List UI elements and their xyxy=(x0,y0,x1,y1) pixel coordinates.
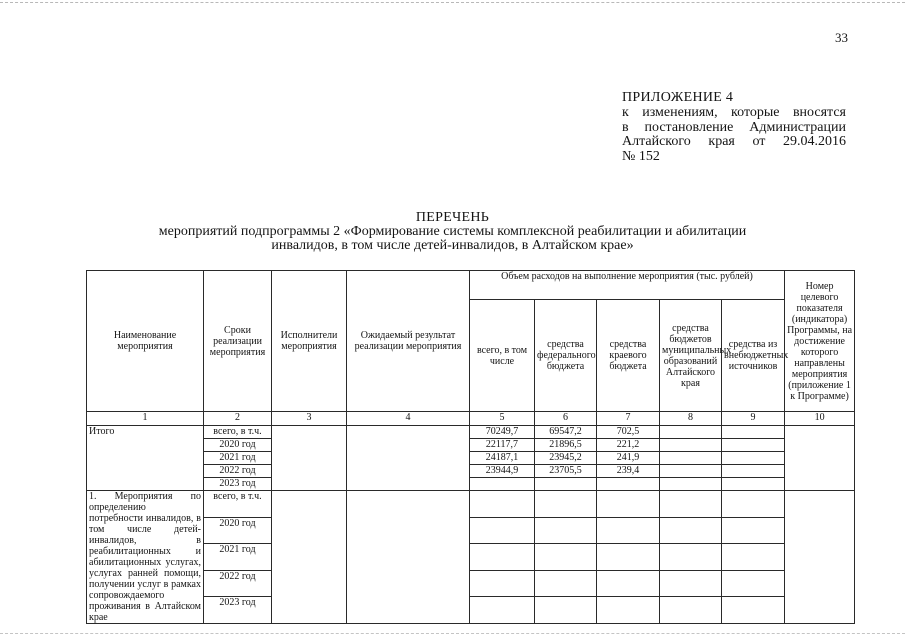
extra-cell xyxy=(722,517,785,544)
extra-cell xyxy=(722,465,785,478)
federal-cell xyxy=(535,544,597,571)
regional-cell xyxy=(597,597,660,624)
extra-cell xyxy=(722,478,785,491)
federal-cell xyxy=(535,517,597,544)
appendix-number: № 152 xyxy=(622,148,660,164)
period-cell: всего, в т.ч. xyxy=(204,491,272,518)
period-cell: 2023 год xyxy=(204,478,272,491)
municipal-cell xyxy=(660,478,722,491)
regional-cell xyxy=(597,570,660,597)
federal-cell xyxy=(535,597,597,624)
extra-cell xyxy=(722,570,785,597)
extra-cell xyxy=(722,452,785,465)
column-number: 1 xyxy=(87,412,204,426)
indicator-cell xyxy=(785,491,855,624)
total-cell: 70249,7 xyxy=(470,426,535,439)
total-cell: 23944,9 xyxy=(470,465,535,478)
municipal-cell xyxy=(660,465,722,478)
table-row xyxy=(87,426,855,439)
executors-cell xyxy=(272,491,347,624)
measure-name: 1. Мероприятия по определению потребности инвалидов, в том числе детей-инвалидов, в реабилитационных и абилитационных услугах, услугах ранней помощи, получении услуг в рамках сопровождаемого проживания в Алтайском крае xyxy=(87,491,204,624)
column-number: 5 xyxy=(470,412,535,426)
document-subheading-line: мероприятий подпрограммы 2 «Формирование системы комплексной реабилитации и абилитации xyxy=(158,224,747,239)
municipal-cell xyxy=(660,517,722,544)
column-number: 9 xyxy=(722,412,785,426)
column-number: 7 xyxy=(597,412,660,426)
period-cell: 2020 год xyxy=(204,517,272,544)
federal-cell: 69547,2 xyxy=(535,426,597,439)
regional-cell xyxy=(597,491,660,518)
total-cell xyxy=(470,544,535,571)
regional-cell xyxy=(597,544,660,571)
total-cell xyxy=(470,478,535,491)
document-heading: ПЕРЕЧЕНЬ xyxy=(415,210,490,225)
total-cell xyxy=(470,517,535,544)
total-cell xyxy=(470,570,535,597)
federal-cell: 23945,2 xyxy=(535,452,597,465)
column-number-row xyxy=(87,412,855,426)
column-number: 3 xyxy=(272,412,347,426)
header-federal: средства федерального бюджета xyxy=(535,300,597,412)
regional-cell: 702,5 xyxy=(597,426,660,439)
appendix-block xyxy=(622,90,846,164)
total-cell xyxy=(470,491,535,518)
period-cell: 2022 год xyxy=(204,570,272,597)
total-cell xyxy=(470,597,535,624)
federal-cell: 21896,5 xyxy=(535,439,597,452)
total-cell: 24187,1 xyxy=(470,452,535,465)
appendix-line: Алтайского края от 29.04.2016 xyxy=(622,134,846,149)
header-regional: средства краевого бюджета xyxy=(597,300,660,412)
appendix-title: ПРИЛОЖЕНИЕ 4 xyxy=(622,90,734,105)
measures-table xyxy=(86,270,855,624)
extra-cell xyxy=(722,597,785,624)
measure-name: Итого xyxy=(87,426,204,491)
municipal-cell xyxy=(660,544,722,571)
appendix-line: к изменениям, которые вносятся xyxy=(622,105,846,120)
municipal-cell xyxy=(660,570,722,597)
federal-cell xyxy=(535,570,597,597)
executors-cell xyxy=(272,426,347,491)
extra-cell xyxy=(722,491,785,518)
column-number: 6 xyxy=(535,412,597,426)
header-period: Сроки реализации мероприятия xyxy=(204,271,272,412)
header-expenses-group: Объем расходов на выполнение мероприятия (тыс. рублей) xyxy=(470,271,785,300)
column-number: 10 xyxy=(785,412,855,426)
header-executors: Исполнители мероприятия xyxy=(272,271,347,412)
header-indicator: Номер целевого показателя (индикатора) Программы, на достижение которого направлены мероприятия (приложение 1 к Программе) xyxy=(785,271,855,412)
period-cell: 2023 год xyxy=(204,597,272,624)
regional-cell: 221,2 xyxy=(597,439,660,452)
extra-cell xyxy=(722,426,785,439)
regional-cell: 241,9 xyxy=(597,452,660,465)
regional-cell: 239,4 xyxy=(597,465,660,478)
document-subheading-line: инвалидов, в том числе детей-инвалидов, в Алтайском крае» xyxy=(271,237,634,253)
municipal-cell xyxy=(660,439,722,452)
municipal-cell xyxy=(660,452,722,465)
column-number: 2 xyxy=(204,412,272,426)
municipal-cell xyxy=(660,426,722,439)
municipal-cell xyxy=(660,491,722,518)
period-cell: 2021 год xyxy=(204,452,272,465)
federal-cell: 23705,5 xyxy=(535,465,597,478)
header-total: всего, в том числе xyxy=(470,300,535,412)
header-extra: средства из внебюджетных источников xyxy=(722,300,785,412)
scan-edge-bottom xyxy=(0,633,905,634)
period-cell: 2021 год xyxy=(204,544,272,571)
extra-cell xyxy=(722,439,785,452)
header-name: Наименование мероприятия xyxy=(87,271,204,412)
header-municipal: средства бюджетов муниципальных образований Алтайского края xyxy=(660,300,722,412)
result-cell xyxy=(347,426,470,491)
page-number: 33 xyxy=(835,30,848,45)
municipal-cell xyxy=(660,597,722,624)
regional-cell xyxy=(597,517,660,544)
indicator-cell xyxy=(785,426,855,491)
appendix-line: в постановление Администрации xyxy=(622,119,846,135)
header-result: Ожидаемый результат реализации мероприятия xyxy=(347,271,470,412)
period-cell: 2020 год xyxy=(204,439,272,452)
scan-edge-top xyxy=(0,2,905,3)
federal-cell xyxy=(535,478,597,491)
total-cell: 22117,7 xyxy=(470,439,535,452)
extra-cell xyxy=(722,544,785,571)
column-number: 4 xyxy=(347,412,470,426)
period-cell: 2022 год xyxy=(204,465,272,478)
federal-cell xyxy=(535,491,597,518)
column-number: 8 xyxy=(660,412,722,426)
document-title xyxy=(100,210,805,252)
result-cell xyxy=(347,491,470,624)
table-row xyxy=(87,491,855,518)
regional-cell xyxy=(597,478,660,491)
period-cell: всего, в т.ч. xyxy=(204,426,272,439)
